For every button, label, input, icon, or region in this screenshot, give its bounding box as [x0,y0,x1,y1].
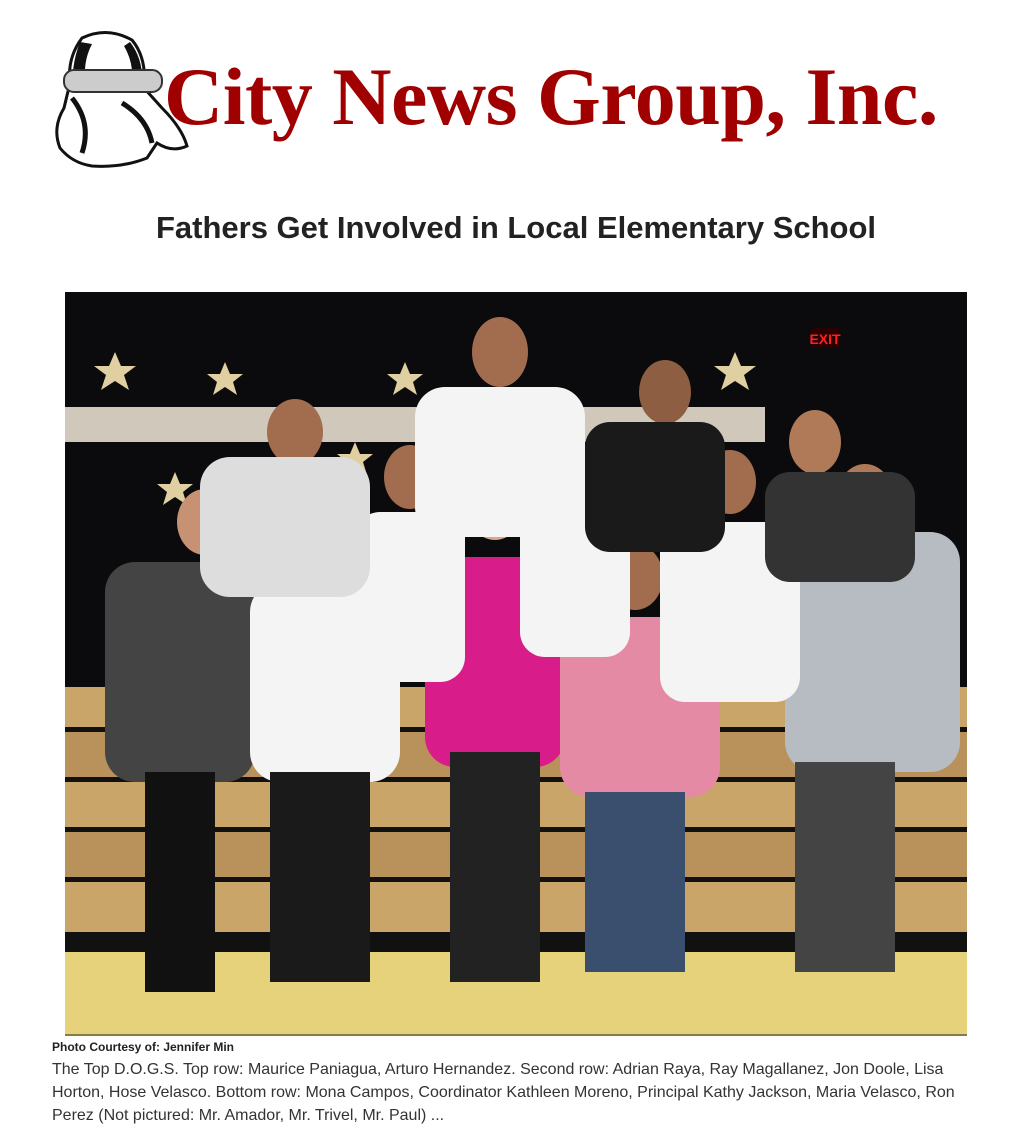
logo-text: City News Group, Inc. [164,51,938,142]
article-headline: Fathers Get Involved in Local Elementary School [155,210,877,245]
logo [52,28,972,173]
exit-sign: EXIT [809,331,841,347]
article-photo [65,292,967,1034]
photo-credit: Photo Courtesy of: Jennifer Min [52,1040,235,1054]
photo-caption: The Top D.O.G.S. Top row: Maurice Paniagua, Arturo Hernandez. Second row: Adrian Raya, Ray Magallanez, Jon Doole, Lisa Horton, Hose Velasco. Bottom row: Mona Campos, Coordinator Kathleen Moreno, Principal Kathy Jackson, Maria Velasco, Ron Perez (Not pictured: Mr. Amador, Mr. Trivel, Mr. Paul) ... [52,1061,955,1124]
photo-divider [65,1034,967,1036]
group-photo-image [65,292,967,1034]
